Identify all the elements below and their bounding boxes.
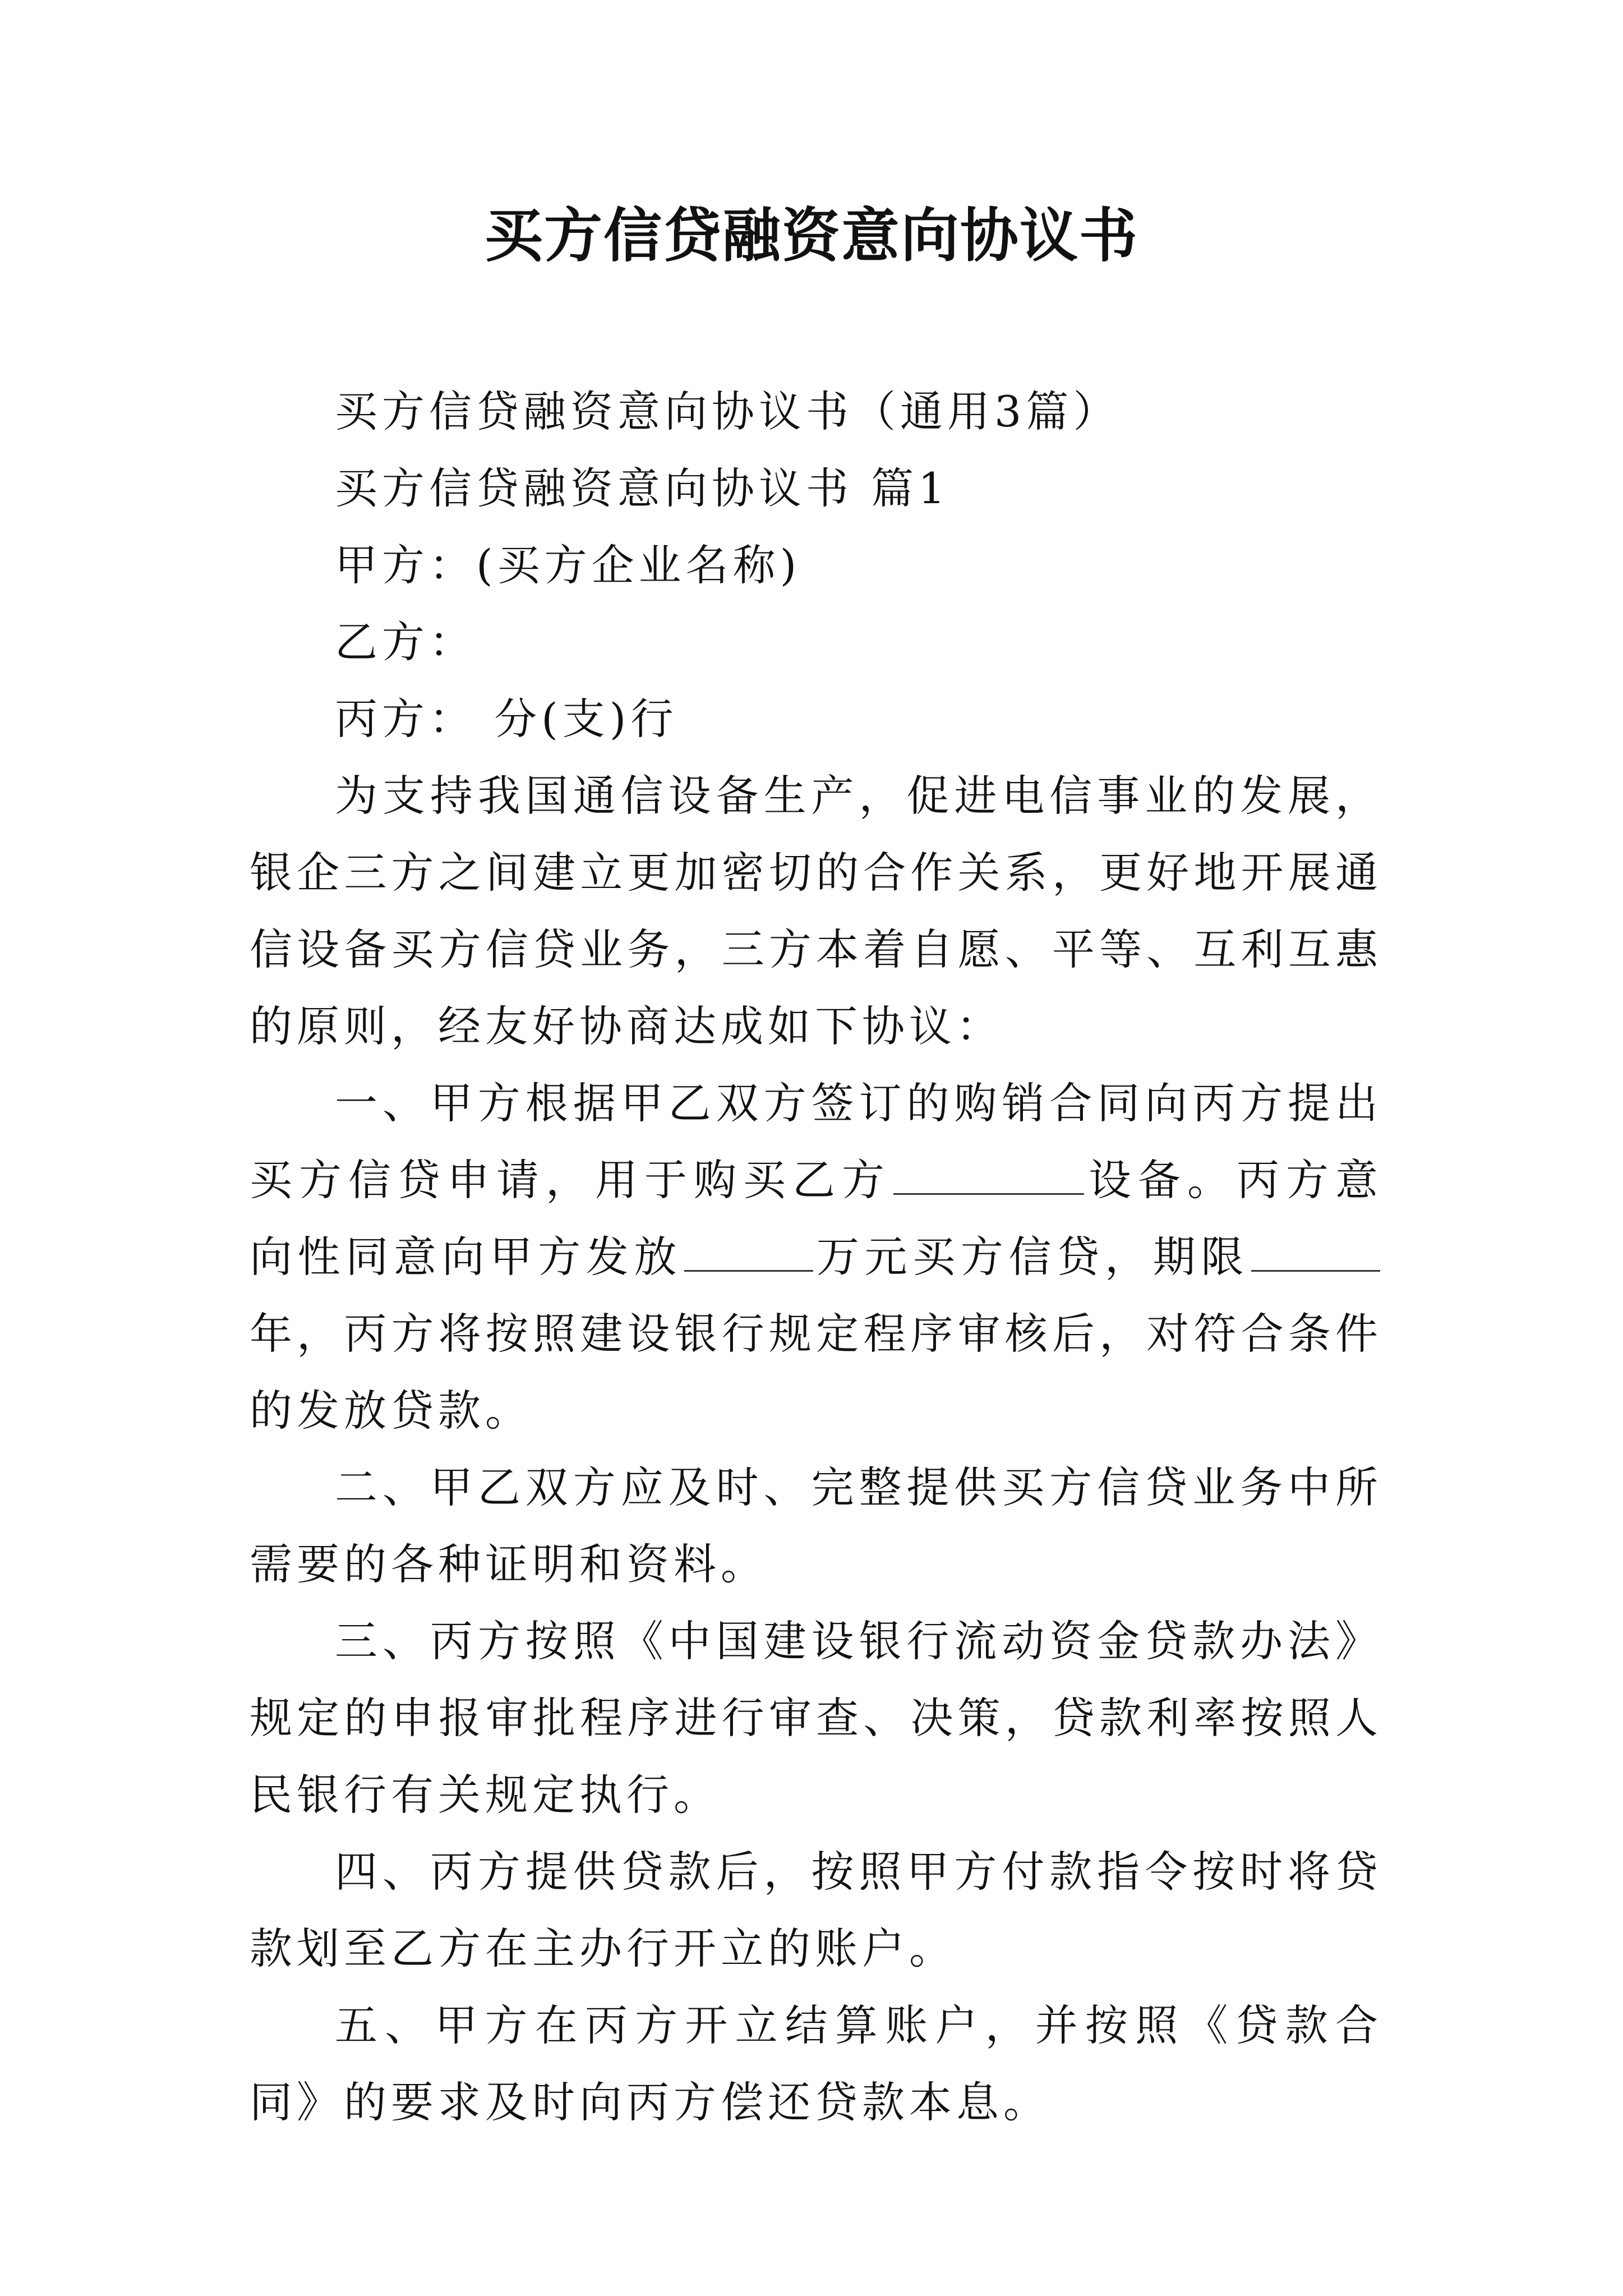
clause-5: 五、甲方在丙方开立结算账户，并按照《贷款合同》的要求及时向丙方偿还贷款本息。 bbox=[250, 2000, 1382, 2127]
section-heading: 买方信贷融资意向协议书 篇1 bbox=[335, 463, 950, 513]
clause-3: 三、丙方按照《中国建设银行流动资金贷款办法》规定的申报审批程序进行审查、决策，贷款利率按照人民银行有关规定执行。 bbox=[250, 1616, 1382, 1820]
party-c-line: 丙方： 分(支)行 bbox=[335, 694, 678, 744]
document-body bbox=[250, 373, 1382, 2141]
clause-1-text-4: 年，丙方将按照建设银行规定程序审核后，对符合条件的发放贷款。 bbox=[250, 1309, 1382, 1435]
clause-2: 二、甲乙双方应及时、完整提供买方信贷业务中所需要的各种证明和资料。 bbox=[250, 1462, 1382, 1589]
document-title: 买方信贷融资意向协议书 bbox=[484, 201, 1138, 270]
equipment-blank-field bbox=[893, 1154, 1084, 1195]
clause-1 bbox=[250, 1065, 1382, 1449]
term-blank-field bbox=[1251, 1231, 1380, 1272]
party-b-line: 乙方： bbox=[335, 617, 476, 667]
subtitle: 买方信贷融资意向协议书（通用3篇） bbox=[335, 386, 1121, 436]
clause-4: 四、丙方提供贷款后，按照甲方付款指令按时将贷款划至乙方在主办行开立的账户。 bbox=[250, 1847, 1382, 1973]
intro-paragraph: 为支持我国通信设备生产，促进电信事业的发展，银企三方之间建立更加密切的合作关系，更好地开展通信设备买方信贷业务，三方本着自愿、平等、互利互惠的原则，经友好协商达成如下协议： bbox=[250, 771, 1382, 1051]
amount-blank-field bbox=[684, 1231, 813, 1272]
party-a-line: 甲方：(买方企业名称) bbox=[335, 540, 801, 590]
clause-1-text-1: 一、甲方根据甲乙双方签订的购销合同向丙方提出买方信贷申请，用于购买乙方 bbox=[250, 1078, 1382, 1205]
clause-1-text-2: 设备。丙方意向性同意向甲方发放 bbox=[250, 1155, 1382, 1282]
clause-1-text-3: 万元买方信贷，期限 bbox=[815, 1232, 1249, 1282]
